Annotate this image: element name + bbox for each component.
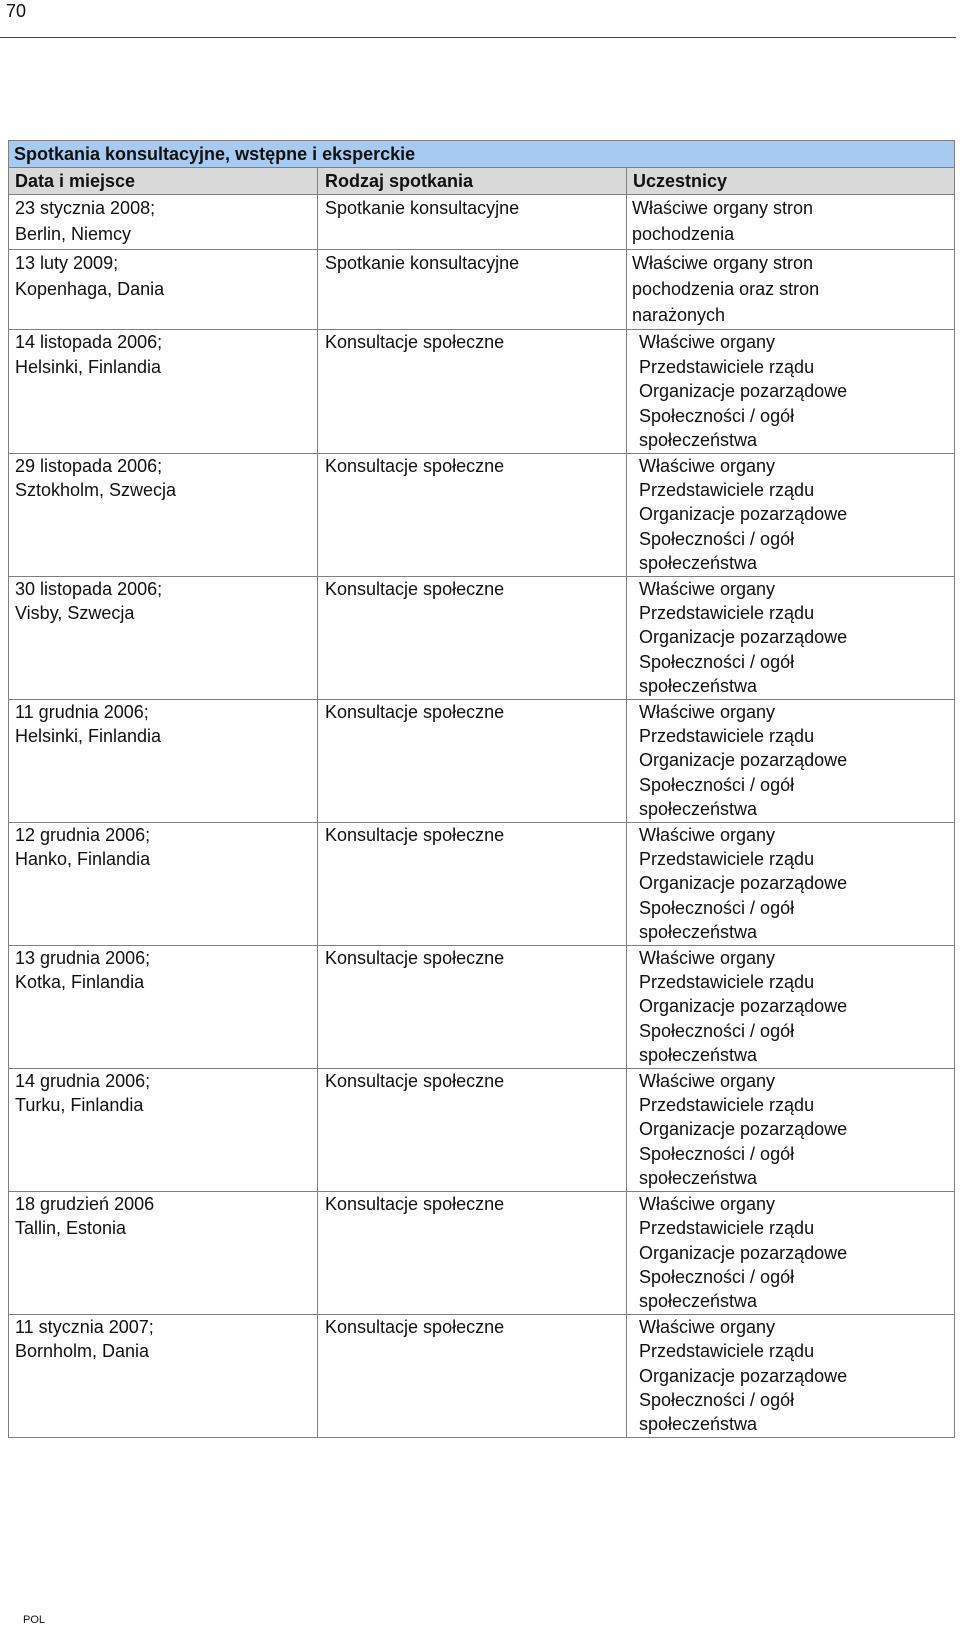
participant-line: Przedstawiciele rządu [639, 725, 815, 746]
participant-line: pochodzenia [632, 224, 735, 245]
table-row [9, 576, 955, 699]
meeting-type-cell [318, 195, 627, 250]
participant-line: Właściwe organy stron [632, 198, 814, 218]
meeting-place: Helsinki, Finlandia [15, 725, 162, 746]
participant-line: Społeczności / ogół [639, 897, 795, 918]
table-row [9, 1068, 955, 1191]
participants-cell [627, 330, 955, 453]
meeting-place: Kotka, Finlandia [15, 972, 145, 993]
participant-line: Społeczności / ogół [639, 1389, 795, 1410]
participants-cell [627, 945, 955, 1068]
meeting-place: Bornholm, Dania [15, 1341, 150, 1362]
meeting-place: Sztokholm, Szwecja [15, 479, 177, 500]
participant-line: społeczeństwa [639, 922, 758, 943]
participant-line: Przedstawiciele rządu [639, 602, 815, 623]
participant-line: Społeczności / ogół [639, 651, 795, 672]
meeting-date: 14 listopada 2006; [15, 332, 163, 353]
participant-line: Organizacje pozarządowe [639, 381, 848, 402]
participant-line: społeczeństwa [639, 553, 758, 574]
participant-line: Przedstawiciele rządu [639, 1218, 815, 1239]
participant-line: Organizacje pozarządowe [639, 627, 848, 648]
participant-line: Przedstawiciele rządu [639, 1095, 815, 1116]
meeting-place: Helsinki, Finlandia [15, 356, 162, 377]
participant-line: Społeczności / ogół [639, 1143, 795, 1164]
date-place-cell [9, 699, 318, 822]
participant-line: Właściwe organy [639, 332, 776, 353]
meeting-type: Konsultacje społeczne [325, 1193, 505, 1214]
date-place-cell [9, 453, 318, 576]
meeting-type: Konsultacje społeczne [325, 701, 505, 722]
participant-line: narażonych [632, 305, 726, 326]
participant-line: Właściwe organy [639, 1070, 776, 1091]
participant-line: społeczeństwa [639, 1168, 758, 1189]
participant-line: Organizacje pozarządowe [639, 1119, 848, 1140]
participant-line: społeczeństwa [639, 676, 758, 697]
date-place-cell [9, 1314, 318, 1437]
meeting-place: Tallin, Estonia [15, 1218, 127, 1239]
participants-cell [627, 699, 955, 822]
participant-line: Społeczności / ogół [639, 774, 795, 795]
participant-line: Organizacje pozarządowe [639, 504, 848, 525]
participant-line: Przedstawiciele rządu [639, 356, 815, 377]
table-row [9, 1314, 955, 1437]
participant-line: pochodzenia oraz stron [632, 278, 820, 299]
participants-cell [627, 453, 955, 576]
meeting-date: 11 stycznia 2007; [15, 1316, 154, 1337]
table-row [9, 1191, 955, 1314]
participant-line: Przedstawiciele rządu [639, 972, 815, 993]
consultation-meetings-table [8, 140, 955, 1438]
participant-line: Organizacje pozarządowe [639, 1242, 848, 1263]
date-place-cell [9, 195, 318, 250]
participant-line: Społeczności / ogół [639, 1266, 795, 1287]
participant-line: Właściwe organy [639, 1193, 776, 1214]
meeting-type-cell [318, 576, 627, 699]
meeting-date: 29 listopada 2006; [15, 455, 163, 476]
footer-language-code: POL [23, 1614, 46, 1626]
meeting-place: Turku, Finlandia [15, 1095, 144, 1116]
table-row [9, 699, 955, 822]
participant-line: społeczeństwa [639, 799, 758, 820]
table-title: Spotkania konsultacyjne, wstępne i eksperckie [9, 141, 955, 168]
table-row [9, 945, 955, 1068]
column-header-date-place: Data i miejsce [9, 168, 318, 195]
table-row [9, 822, 955, 945]
participant-line: Organizacje pozarządowe [639, 996, 848, 1017]
participants-cell [627, 195, 955, 250]
participant-line: Właściwe organy [639, 701, 776, 722]
table-row [9, 330, 955, 453]
meeting-place: Berlin, Niemcy [15, 224, 132, 245]
participants-cell [627, 249, 955, 330]
participant-line: Właściwe organy [639, 1316, 776, 1337]
column-header-participants: Uczestnicy [627, 168, 955, 195]
participants-cell [627, 576, 955, 699]
participants-cell [627, 822, 955, 945]
participants-cell [627, 1191, 955, 1314]
column-header-meeting-type: Rodzaj spotkania [318, 168, 627, 195]
participants-cell [627, 1314, 955, 1437]
meeting-place: Hanko, Finlandia [15, 849, 151, 870]
meeting-date: 14 grudnia 2006; [15, 1070, 151, 1091]
table-title-row [9, 141, 955, 168]
meeting-type: Spotkanie konsultacyjne [325, 252, 520, 273]
participant-line: społeczeństwa [639, 430, 758, 451]
meeting-place: Kopenhaga, Dania [15, 278, 165, 299]
participant-line: społeczeństwa [639, 1045, 758, 1066]
participant-line: Organizacje pozarządowe [639, 750, 848, 771]
meeting-type-cell [318, 330, 627, 453]
participant-line: Organizacje pozarządowe [639, 1365, 848, 1386]
meeting-type: Konsultacje społeczne [325, 1070, 505, 1091]
meeting-date: 18 grudzień 2006 [15, 1193, 155, 1214]
participants-cell [627, 1068, 955, 1191]
participant-line: Społeczności / ogół [639, 405, 795, 426]
date-place-cell [9, 249, 318, 330]
meeting-type: Konsultacje społeczne [325, 332, 505, 353]
meeting-date: 13 grudnia 2006; [15, 947, 151, 968]
date-place-cell [9, 822, 318, 945]
meeting-place: Visby, Szwecja [15, 602, 135, 623]
participant-line: Właściwe organy [639, 824, 776, 845]
meeting-date: 11 grudnia 2006; [15, 701, 149, 722]
page-number: 70 [6, 1, 27, 21]
meeting-type: Konsultacje społeczne [325, 455, 505, 476]
date-place-cell [9, 1191, 318, 1314]
meeting-type: Konsultacje społeczne [325, 824, 505, 845]
meeting-date: 30 listopada 2006; [15, 578, 163, 599]
meeting-type-cell [318, 1191, 627, 1314]
participant-line: Przedstawiciele rządu [639, 1341, 815, 1362]
participant-line: Właściwe organy stron [632, 252, 814, 273]
participant-line: Właściwe organy [639, 578, 776, 599]
table-row [9, 195, 955, 250]
date-place-cell [9, 1068, 318, 1191]
meeting-type-cell [318, 945, 627, 1068]
meeting-type: Konsultacje społeczne [325, 578, 505, 599]
participant-line: społeczeństwa [639, 1291, 758, 1312]
meeting-date: 23 stycznia 2008; [15, 198, 156, 218]
date-place-cell [9, 945, 318, 1068]
meeting-type-cell [318, 453, 627, 576]
meeting-date: 12 grudnia 2006; [15, 824, 151, 845]
meeting-type-cell [318, 1068, 627, 1191]
participant-line: Właściwe organy [639, 947, 776, 968]
participant-line: Właściwe organy [639, 455, 776, 476]
meeting-type: Konsultacje społeczne [325, 947, 505, 968]
participant-line: Organizacje pozarządowe [639, 873, 848, 894]
participant-line: Społeczności / ogół [639, 1020, 795, 1041]
table-header-row [9, 168, 955, 195]
table-row [9, 453, 955, 576]
table-row [9, 249, 955, 330]
meeting-type-cell [318, 699, 627, 822]
header-rule [0, 37, 956, 38]
meeting-type: Spotkanie konsultacyjne [325, 198, 520, 218]
meeting-type-cell [318, 822, 627, 945]
meeting-type-cell [318, 249, 627, 330]
participant-line: Społeczności / ogół [639, 528, 795, 549]
date-place-cell [9, 330, 318, 453]
participant-line: społeczeństwa [639, 1414, 758, 1435]
meeting-type-cell [318, 1314, 627, 1437]
date-place-cell [9, 576, 318, 699]
meeting-date: 13 luty 2009; [15, 252, 119, 273]
meeting-type: Konsultacje społeczne [325, 1316, 505, 1337]
participant-line: Przedstawiciele rządu [639, 479, 815, 500]
participant-line: Przedstawiciele rządu [639, 849, 815, 870]
